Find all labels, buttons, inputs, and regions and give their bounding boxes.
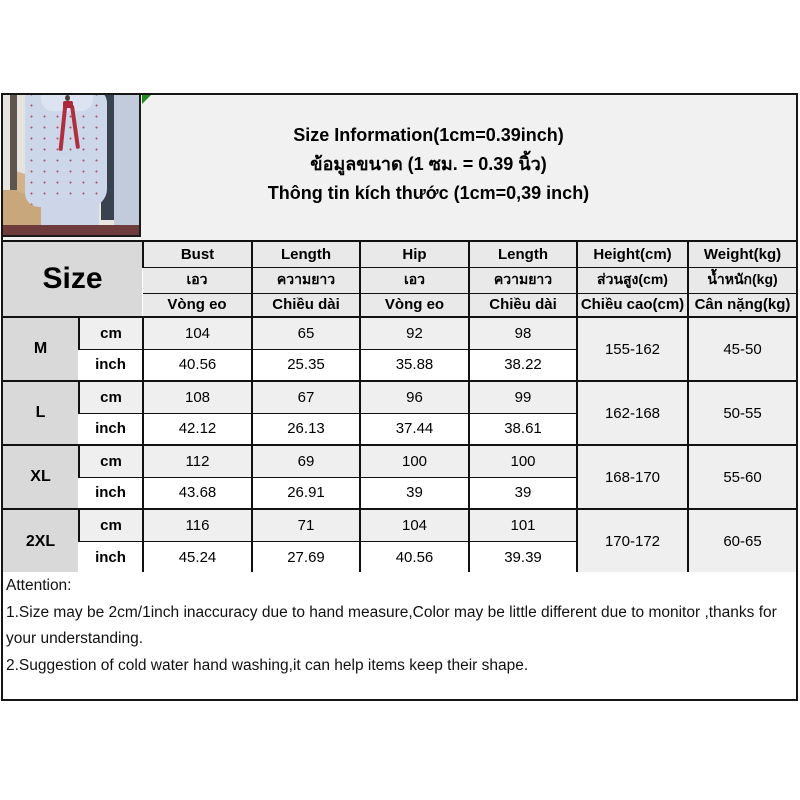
cell-2xl-length-inch: 27.69 (252, 541, 360, 573)
cell-l-bust-inch: 42.12 (143, 413, 252, 445)
col-header-length-en: Length (252, 241, 360, 267)
header-row-en (3, 241, 796, 267)
size-label-2xl: 2XL (3, 509, 79, 573)
cell-l-hip-cm: 96 (360, 381, 469, 413)
col-header-weight-en: Weight(kg) (688, 241, 796, 267)
size-header-cell: Size (3, 241, 143, 317)
cell-m-length-inch: 25.35 (252, 349, 360, 381)
unit-cm: cm (79, 381, 143, 413)
cell-l-length-inch: 26.13 (252, 413, 360, 445)
cell-m-length2-cm: 98 (469, 317, 577, 349)
cell-m-hip-cm: 92 (360, 317, 469, 349)
cell-m-length2-inch: 38.22 (469, 349, 577, 381)
unit-inch: inch (79, 541, 143, 573)
cell-m-weight: 45-50 (688, 317, 796, 381)
page-title (141, 121, 716, 208)
row-xl-cm (3, 445, 796, 477)
cell-m-hip-inch: 35.88 (360, 349, 469, 381)
cell-m-bust-cm: 104 (143, 317, 252, 349)
cell-2xl-weight: 60-65 (688, 509, 796, 573)
cell-m-height: 155-162 (577, 317, 688, 381)
attention-heading: Attention: (6, 577, 72, 594)
col-header-bust-en: Bust (143, 241, 252, 267)
cell-l-weight: 50-55 (688, 381, 796, 445)
col-header-length-vi: Chiều dài (252, 293, 360, 317)
unit-cm: cm (79, 509, 143, 541)
size-label-l: L (3, 381, 79, 445)
cell-2xl-length2-inch: 39.39 (469, 541, 577, 573)
col-header-height-th: ส่วนสูง(cm) (577, 267, 688, 293)
col-header-hip-th: เอว (360, 267, 469, 293)
title-line-th: ข้อมูลขนาด (1 ซม. = 0.39 นิ้ว) (310, 154, 547, 174)
green-corner-marker-icon (142, 95, 151, 104)
cell-l-length2-cm: 99 (469, 381, 577, 413)
cell-l-length2-inch: 38.61 (469, 413, 577, 445)
title-line-en: Size Information(1cm=0.39inch) (293, 125, 564, 145)
row-l-cm (3, 381, 796, 413)
col-header-weight-vi: Cân nặng(kg) (688, 293, 796, 317)
unit-inch: inch (79, 349, 143, 381)
attention-line-1: 1.Size may be 2cm/1inch inaccuracy due to hand measure,Color may be little different due to monitor ,thanks for your understanding. (6, 603, 777, 647)
product-photo (3, 95, 141, 237)
cell-2xl-bust-cm: 116 (143, 509, 252, 541)
cell-l-height: 162-168 (577, 381, 688, 445)
cell-xl-bust-cm: 112 (143, 445, 252, 477)
row-m-cm (3, 317, 796, 349)
col-header-hip-en: Hip (360, 241, 469, 267)
cell-2xl-hip-inch: 40.56 (360, 541, 469, 573)
cell-xl-height: 168-170 (577, 445, 688, 509)
col-header-weight-th: น้ำหนัก(kg) (688, 267, 796, 293)
cell-xl-weight: 55-60 (688, 445, 796, 509)
col-header-height-en: Height(cm) (577, 241, 688, 267)
col-header-length2-vi: Chiều dài (469, 293, 577, 317)
cell-2xl-height: 170-172 (577, 509, 688, 573)
col-header-height-vi: Chiều cao(cm) (577, 293, 688, 317)
photo-bottom-bar (3, 225, 139, 237)
cell-2xl-hip-cm: 104 (360, 509, 469, 541)
size-table (3, 240, 796, 573)
cell-l-length-cm: 67 (252, 381, 360, 413)
col-header-length2-th: ความยาว (469, 267, 577, 293)
cell-2xl-length2-cm: 101 (469, 509, 577, 541)
cell-2xl-length-cm: 71 (252, 509, 360, 541)
cell-xl-hip-cm: 100 (360, 445, 469, 477)
cell-l-hip-inch: 37.44 (360, 413, 469, 445)
title-line-vi: Thông tin kích thước (1cm=0,39 inch) (267, 183, 590, 203)
unit-cm: cm (79, 317, 143, 349)
unit-inch: inch (79, 413, 143, 445)
cell-xl-hip-inch: 39 (360, 477, 469, 509)
cell-l-bust-cm: 108 (143, 381, 252, 413)
col-header-bust-vi: Vòng eo (143, 293, 252, 317)
attention-line-2: 2.Suggestion of cold water hand washing,it can help items keep their shape. (6, 656, 529, 674)
photo-mirror-reflection (114, 95, 141, 237)
col-header-length2-en: Length (469, 241, 577, 267)
cell-xl-length2-cm: 100 (469, 445, 577, 477)
col-header-bust-th: เอว (143, 267, 252, 293)
cell-xl-length-inch: 26.91 (252, 477, 360, 509)
unit-inch: inch (79, 477, 143, 509)
content-frame (1, 93, 798, 701)
cell-m-length-cm: 65 (252, 317, 360, 349)
cell-xl-length-cm: 69 (252, 445, 360, 477)
attention-note (3, 572, 796, 698)
row-2xl-cm (3, 509, 796, 541)
unit-cm: cm (79, 445, 143, 477)
photo-red-ribbon-knot (63, 101, 73, 108)
col-header-length-th: ความยาว (252, 267, 360, 293)
col-header-hip-vi: Vòng eo (360, 293, 469, 317)
cell-m-bust-inch: 40.56 (143, 349, 252, 381)
size-label-xl: XL (3, 445, 79, 509)
cell-xl-bust-inch: 43.68 (143, 477, 252, 509)
size-label-m: M (3, 317, 79, 381)
cell-xl-length2-inch: 39 (469, 477, 577, 509)
cell-2xl-bust-inch: 45.24 (143, 541, 252, 573)
